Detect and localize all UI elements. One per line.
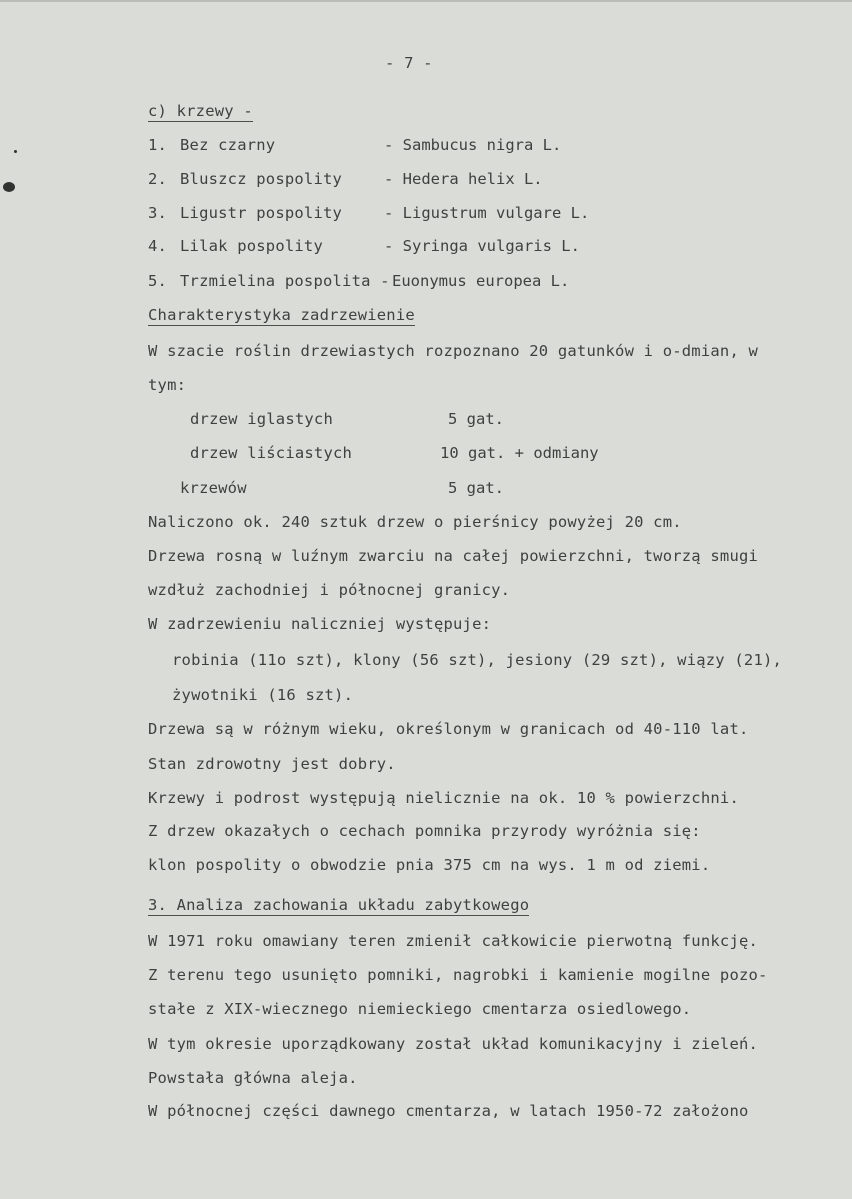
count-label: drzew liściastych <box>190 444 353 462</box>
text-line: stałe z XIX-wiecznego niemieckiego cmentarza osiedlowego. <box>148 1000 692 1018</box>
list-item-num: 5. <box>148 272 168 290</box>
text-line: Krzewy i podrost występują nielicznie na ok. 10 % powierzchni. <box>148 789 739 807</box>
text-line: W północnej części dawnego cmentarza, w latach 1950-72 założono <box>148 1102 749 1120</box>
margin-mark <box>3 182 15 192</box>
characteristics-heading: Charakterystyka zadrzewienie <box>148 306 415 324</box>
text-line: Drzewa rosną w luźnym zwarciu na całej powierzchni, tworzą smugi <box>148 547 759 565</box>
text-line: robinia (11o szt), klony (56 szt), jesiony (29 szt), wiązy (21), <box>172 651 783 669</box>
text-line: Drzewa są w różnym wieku, określonym w granicach od 40-110 lat. <box>148 720 749 738</box>
list-item-num: 2. <box>148 170 168 188</box>
list-item-num: 1. <box>148 136 168 154</box>
count-label: krzewów <box>180 479 247 497</box>
list-item-name: Bluszcz pospolity <box>180 170 343 188</box>
text-line: Naliczono ok. 240 sztuk drzew o pierśnicy powyżej 20 cm. <box>148 513 682 531</box>
list-item-name: Ligustr pospolity <box>180 204 343 222</box>
list-item-num: 4. <box>148 237 168 255</box>
list-item-num: 3. <box>148 204 168 222</box>
list-item-name: Lilak pospolity <box>180 237 323 255</box>
text-line: W 1971 roku omawiany teren zmienił całkowicie pierwotną funkcję. <box>148 932 759 950</box>
list-item-latin: - Sambucus nigra L. <box>384 136 562 154</box>
list-item-latin: - Hedera helix L. <box>384 170 543 188</box>
page-number: - 7 - <box>385 54 433 72</box>
text-line: klon pospolity o obwodzie pnia 375 cm na wys. 1 m od ziemi. <box>148 856 711 874</box>
count-value: 5 gat. <box>448 410 504 428</box>
list-item-name: Bez czarny <box>180 136 276 154</box>
text-line: Stan zdrowotny jest dobry. <box>148 755 396 773</box>
text-line: Powstała główna aleja. <box>148 1069 358 1087</box>
section-3-heading: 3. Analiza zachowania układu zabytkowego <box>148 896 530 914</box>
text-line: tym: <box>148 376 187 394</box>
section-c-heading: c) krzewy - <box>148 102 253 120</box>
text-line: żywotniki (16 szt). <box>172 686 354 704</box>
text-line: W szacie roślin drzewiastych rozpoznano 20 gatunków i o-dmian, w <box>148 342 759 360</box>
list-item-latin: - Syringa vulgaris L. <box>384 237 580 255</box>
text-line: Z terenu tego usunięto pomniki, nagrobki i kamienie mogilne pozo- <box>148 966 768 984</box>
count-value: 5 gat. <box>448 479 504 497</box>
text-line: Z drzew okazałych o cechach pomnika przyrody wyróżnia się: <box>148 822 701 840</box>
count-value: 10 gat. + odmiany <box>440 444 599 462</box>
count-label: drzew iglastych <box>190 410 333 428</box>
margin-dot <box>14 150 17 153</box>
text-line: W tym okresie uporządkowany został układ komunikacyjny i zieleń. <box>148 1035 759 1053</box>
list-item-latin: Euonymus europea L. <box>392 272 570 290</box>
text-line: W zadrzewieniu naliczniej występuje: <box>148 615 492 633</box>
list-item-latin: - Ligustrum vulgare L. <box>384 204 590 222</box>
list-item-name: Trzmielina pospolita - <box>180 272 390 290</box>
text-line: wzdłuż zachodniej i północnej granicy. <box>148 581 511 599</box>
